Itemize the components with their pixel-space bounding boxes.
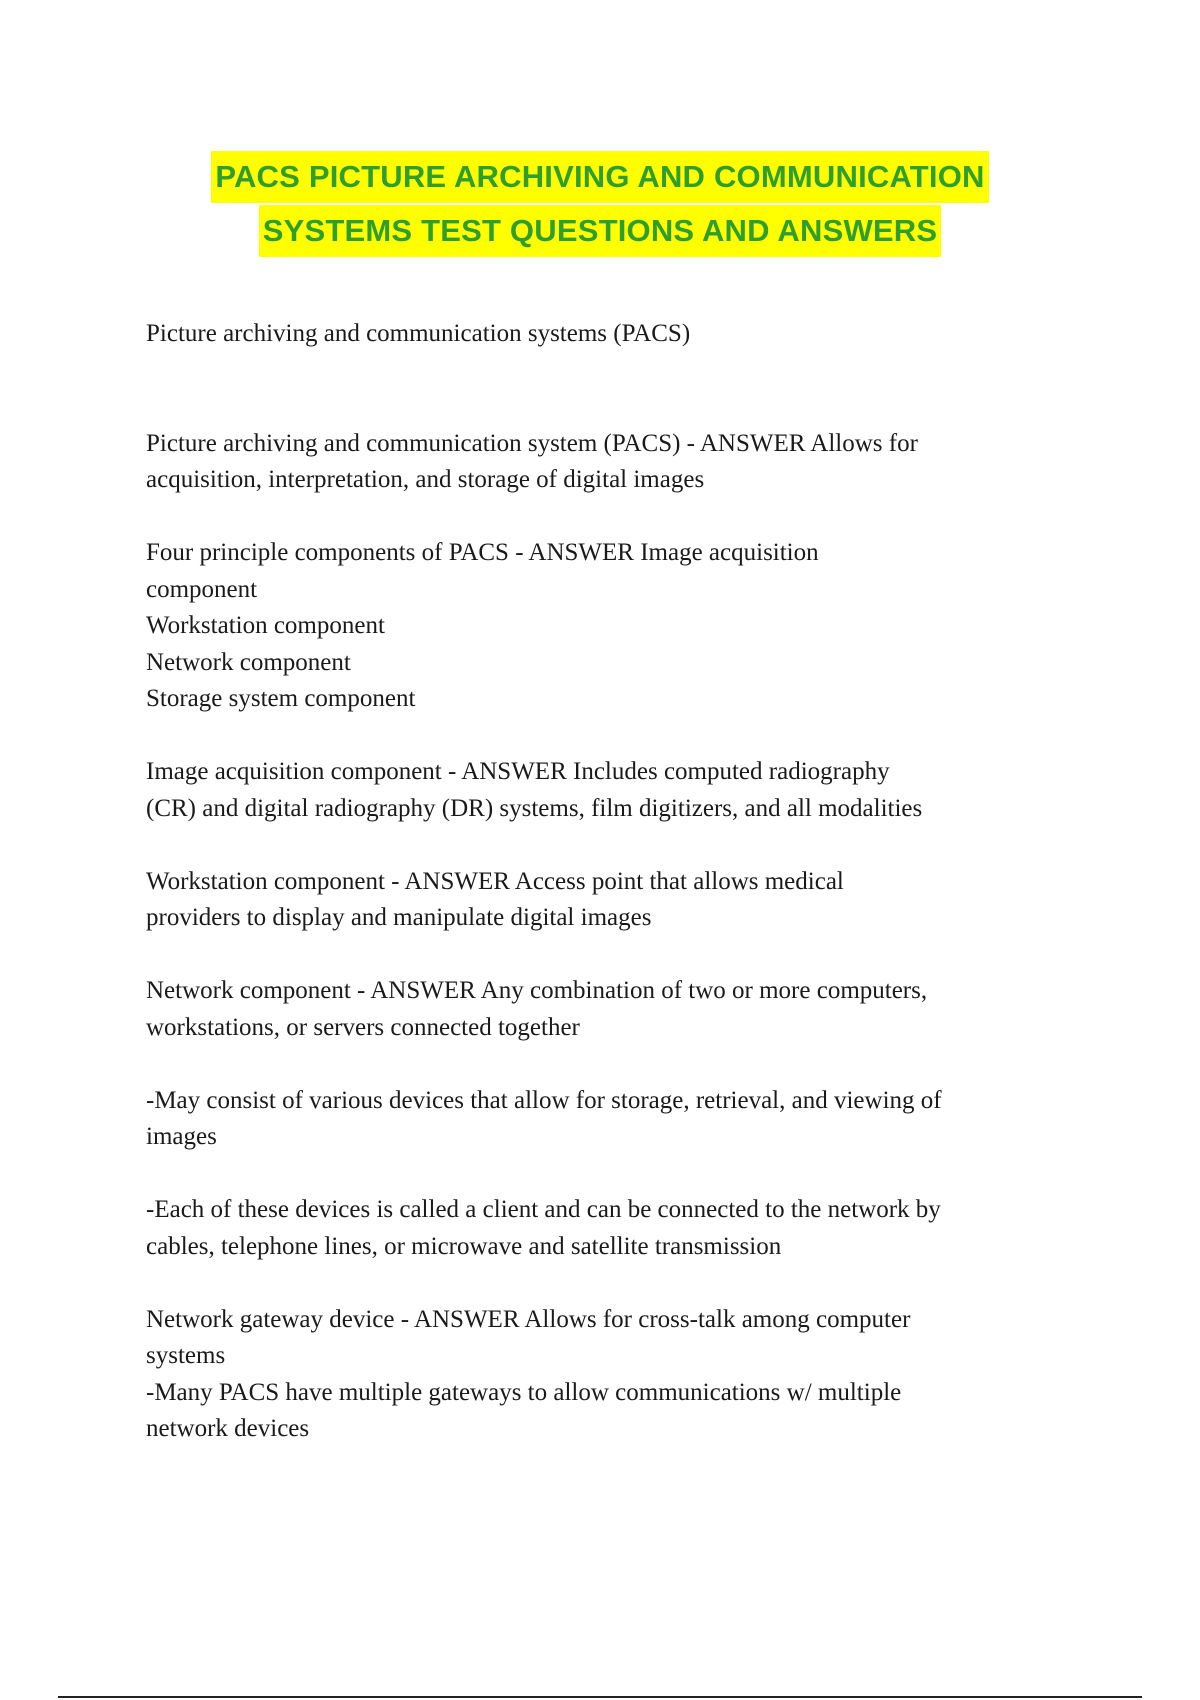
entry-line: -May consist of various devices that allow for storage, retrieval, and viewing of (146, 1086, 942, 1114)
qa-entry-pacs (146, 426, 1066, 499)
entry-line: workstations, or servers connected together (146, 1013, 580, 1041)
entry-line: Four principle components of PACS - ANSWER Image acquisition (146, 539, 819, 566)
qa-entry-client (146, 1192, 1066, 1265)
entry-line: -Many PACS have multiple gateways to allow communications w/ multiple (146, 1378, 902, 1406)
entry-line: -Each of these devices is called a client and can be connected to the network by (146, 1196, 941, 1223)
entry-line: cables, telephone lines, or microwave and satellite transmission (146, 1232, 782, 1260)
entry-line: Network component - ANSWER Any combination of two or more computers, (146, 977, 928, 1004)
qa-entry-workstation (146, 864, 1066, 937)
title-line-2: SYSTEMS TEST QUESTIONS AND ANSWERS (259, 205, 942, 257)
entry-line: component (146, 575, 258, 603)
qa-entry-image-acquisition (146, 754, 1066, 827)
entry-line: (CR) and digital radiography (DR) systems, film digitizers, and all modalities (146, 794, 923, 822)
entry-line: Picture archiving and communication system (PACS) - ANSWER Allows for (146, 429, 918, 457)
entry-line: Image acquisition component - ANSWER Includes computed radiography (146, 758, 890, 785)
intro-heading: Picture archiving and communication systems (PACS) (146, 320, 691, 347)
qa-entry-network (146, 973, 1066, 1046)
entry-line: providers to display and manipulate digital images (146, 904, 652, 931)
entry-line: Workstation component (146, 612, 385, 639)
entry-line: images (146, 1123, 217, 1150)
entry-line: Workstation component - ANSWER Access point that allows medical (146, 867, 844, 895)
entry-line: Storage system component (146, 685, 416, 712)
title-line-1: PACS PICTURE ARCHIVING AND COMMUNICATION (211, 151, 988, 203)
qa-entry-four-components (146, 535, 1066, 718)
document-body (146, 316, 1066, 1484)
qa-entry-devices (146, 1083, 1066, 1156)
entry-line: network devices (146, 1415, 310, 1442)
entry-line: Network component (146, 648, 351, 676)
document-title (0, 150, 1200, 258)
entry-line: Network gateway device - ANSWER Allows for cross-talk among computer (146, 1305, 911, 1333)
qa-entry-gateway (146, 1302, 1066, 1448)
footer-divider (58, 1696, 1142, 1698)
entry-line: acquisition, interpretation, and storage of digital images (146, 466, 705, 493)
entry-line: systems (146, 1342, 226, 1369)
